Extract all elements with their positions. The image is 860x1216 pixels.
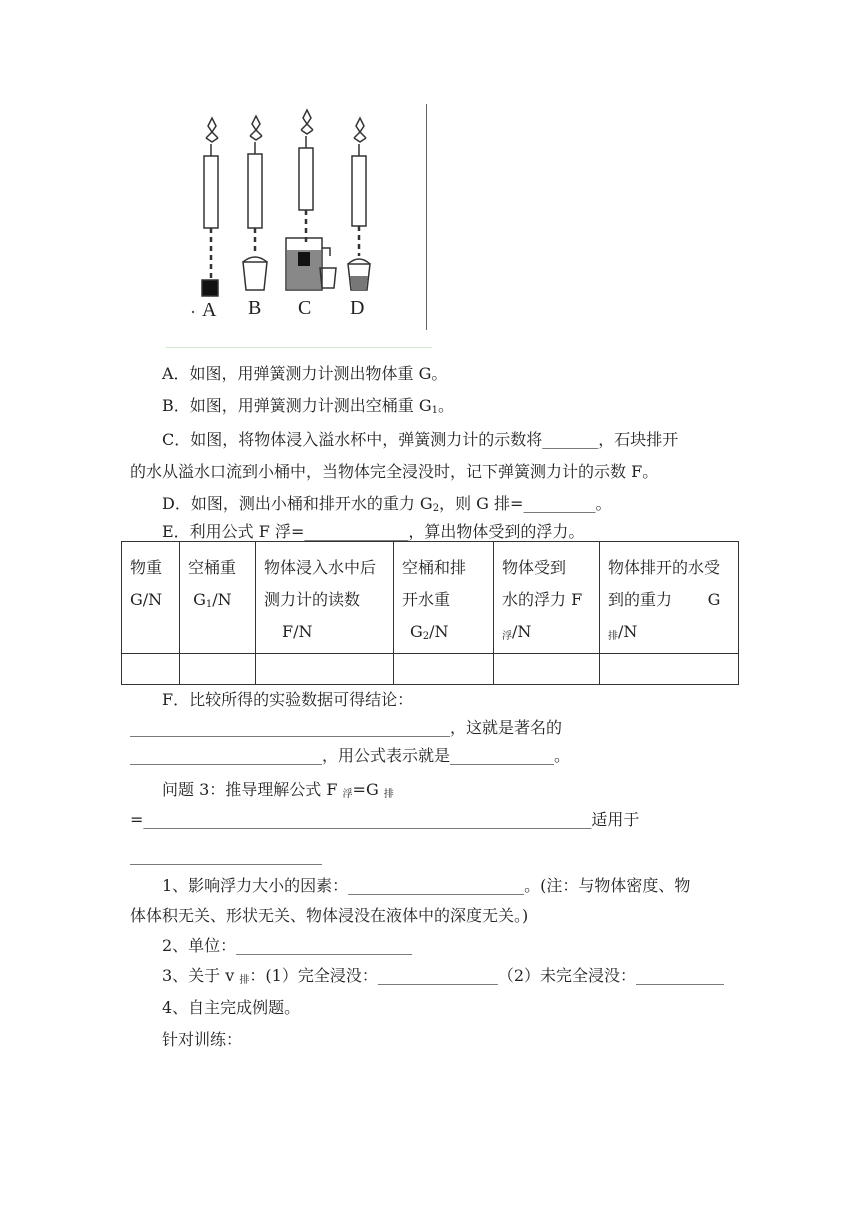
cell-buoyant-force[interactable] — [494, 654, 600, 685]
spring-scale-b — [243, 116, 267, 290]
step-b: B．如图，用弹簧测力计测出空桶重 $G_1$。 — [162, 396, 455, 416]
data-table — [121, 541, 739, 685]
point-4: 4、自主完成例题。 — [162, 998, 301, 1017]
spring-scale-a — [202, 118, 218, 296]
header-scale-reading: 物体浸入水中后 测力计的读数 F/N — [256, 542, 394, 654]
header-buoyant-force: 物体受到 水的浮力 F $_浮$/N — [494, 542, 600, 654]
point-2: 2、单位：______________________ — [162, 936, 413, 955]
cell-object-weight[interactable] — [122, 654, 180, 685]
figure-label-d: D — [350, 297, 365, 319]
point-1-line1: 1、影响浮力大小的因素：______________________。(注：与物体密度、物 — [162, 876, 691, 895]
spring-scale-d — [348, 118, 370, 290]
step-e: E．利用公式 F 浮=_____________，算出物体受到的浮力。 — [162, 522, 585, 541]
cell-scale-reading[interactable] — [256, 654, 394, 685]
header-object-weight: 物重 G/N — [122, 542, 180, 654]
point-1-line2: 体体积无关、形状无关、物体浸没在液体中的深度无关。) — [130, 906, 529, 925]
header-bucket-water-weight: 空桶和排 开水重 $G_2/N$ — [394, 542, 494, 654]
step-c-line2: 的水从溢水口流到小桶中，当物体完全浸没时，记下弹簧测力计的示数 F。 — [130, 462, 659, 481]
point-3: 3、关于 v $_排$：(1）完全浸没：_______________（2）未完全浸没：___________ — [162, 966, 725, 986]
step-a: A．如图，用弹簧测力计测出物体重 G。 — [162, 364, 448, 383]
cell-displaced-water-weight[interactable] — [600, 654, 739, 685]
figure-bottom-line — [166, 347, 432, 348]
step-f: F．比较所得的实验数据可得结论： — [162, 690, 414, 709]
question-3-title: 问题 3：推导理解公式 F $_浮$=G $_排$ — [162, 780, 394, 800]
header-empty-bucket-weight: 空桶重 $G_1/N$ — [180, 542, 256, 654]
conclusion-line1: ________________________________________，这就是著名的 — [130, 718, 563, 737]
figure-label-a: A — [202, 299, 217, 321]
question-3-line2: =________________________________________________________适用于 — [130, 810, 640, 829]
cell-bucket-water-weight[interactable] — [394, 654, 494, 685]
header-displaced-water-weight: 物体排开的水受 到的重力 G $_排$/N — [600, 542, 739, 654]
conclusion-line2: ________________________，用公式表示就是_____________。 — [130, 746, 571, 765]
spring-scale-c — [286, 110, 336, 290]
step-d: D．如图，测出小桶和排开水的重力 $G_2$，则 G 排=_________。 — [162, 494, 612, 514]
question-3-line3: ________________________ — [130, 846, 322, 865]
figure-label-b: B — [248, 297, 262, 319]
table-header-row — [122, 542, 739, 654]
point-5: 针对训练： — [162, 1030, 243, 1049]
figure-label-c: C — [298, 297, 312, 319]
table-row — [122, 654, 739, 685]
step-c-line1: C．如图，将物体浸入溢水杯中，弹簧测力计的示数将_______，石块排开 — [162, 430, 679, 449]
cell-empty-bucket-weight[interactable] — [180, 654, 256, 685]
figure-frame-line — [426, 104, 427, 330]
experiment-figure — [180, 104, 434, 350]
